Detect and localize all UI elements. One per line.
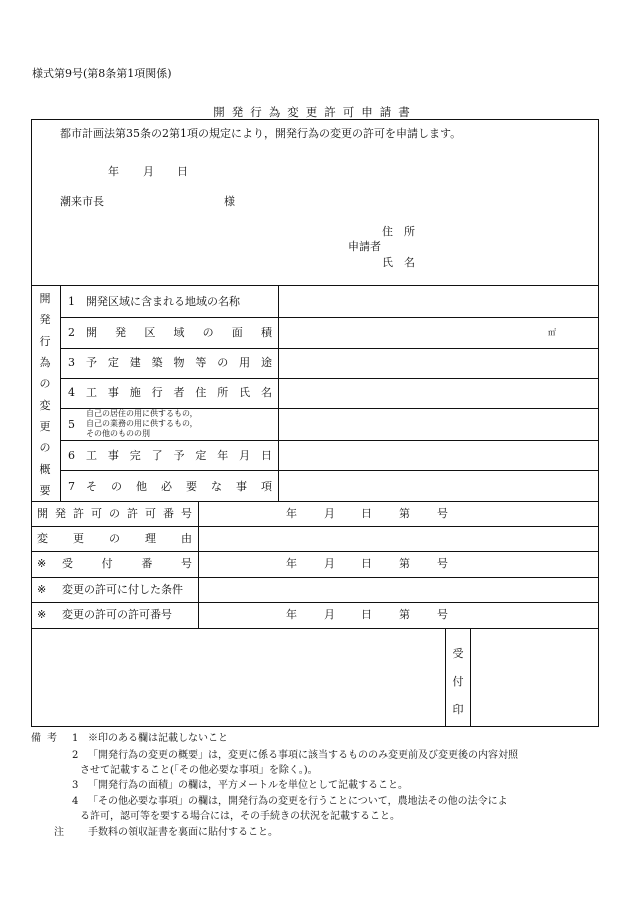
note-text: ※印のある欄は記載しないこと xyxy=(88,733,228,744)
row-line xyxy=(60,348,599,349)
honorific: 様 xyxy=(224,195,235,208)
row-line xyxy=(31,501,599,502)
page-title: 開発行為変更許可申請書 xyxy=(213,105,417,119)
note-text: 「開発行為の面積」の欄は，平方メートルを単位として記載すること。 xyxy=(88,780,408,791)
overview-row-label-line: その他のものの別 xyxy=(86,429,150,438)
addressee: 潮来市長 xyxy=(60,195,104,208)
row-line xyxy=(31,577,599,578)
row-line xyxy=(31,526,599,527)
date-month: 月 xyxy=(324,557,335,570)
overview-row-label: 開発区域に含まれる地域の名称 xyxy=(86,295,240,308)
overview-row-number: 2 xyxy=(68,326,75,339)
reception-stamp-label xyxy=(447,645,469,717)
date-month: 月 xyxy=(324,608,335,621)
vertical-char: の xyxy=(39,441,51,455)
vertical-char: 変 xyxy=(39,398,51,412)
overview-row-number: 6 xyxy=(68,449,75,462)
column-line xyxy=(445,628,446,727)
date-month: 月 xyxy=(324,507,335,520)
date-year: 年 xyxy=(286,557,297,570)
overview-row-label-line: 自己の居住の用に供するもの， xyxy=(86,409,198,418)
number-prefix: 第 xyxy=(399,507,410,520)
note-text: る許可，認可等を要する場合には，その手続きの状況を記載すること。 xyxy=(80,811,400,822)
area-unit: ㎡ xyxy=(548,328,556,337)
vertical-char: 開 xyxy=(39,292,51,305)
number-prefix: 第 xyxy=(399,557,410,570)
overview-row-label: そ の 他 必 要 な 事 項 xyxy=(86,480,272,493)
stamp-char: 印 xyxy=(452,703,464,716)
row-line xyxy=(60,470,599,471)
date-day-label: 日 xyxy=(177,165,188,178)
vertical-char: 発 xyxy=(39,313,51,327)
footnote-text: 手数料の領収証書を裏面に貼付すること。 xyxy=(88,827,278,838)
permit-row-label: 変更の許可に付した条件 xyxy=(62,583,183,596)
note-text: 「その他必要な事項」の欄は，開発行為の変更を行うことについて，農地法その他の法令によ xyxy=(88,796,508,807)
name-label: 氏 名 xyxy=(382,256,415,269)
note-number: 3 xyxy=(72,780,79,791)
stamp-char: 付 xyxy=(452,675,464,688)
vertical-char: 行 xyxy=(39,334,51,348)
vertical-char: 更 xyxy=(39,419,51,433)
notes-heading: 備考 xyxy=(31,733,63,744)
number-prefix: 第 xyxy=(399,608,410,621)
intro-statement: 都市計画法第35条の2第1項の規定により，開発行為の変更の許可を申請します。 xyxy=(60,127,462,140)
number-suffix: 号 xyxy=(437,557,448,570)
row-line xyxy=(60,317,599,318)
number-suffix: 号 xyxy=(437,507,448,520)
overview-row-label: 工 事 完 了 予 定 年 月 日 xyxy=(86,449,272,462)
section-divider xyxy=(31,285,599,286)
overview-vertical-label xyxy=(34,290,56,498)
note-number: 1 xyxy=(72,733,79,744)
asterisk-mark: ※ xyxy=(37,608,47,621)
date-year: 年 xyxy=(286,608,297,621)
permit-row-label: 変 更 の 理 由 xyxy=(37,532,192,545)
overview-row-number: 1 xyxy=(68,295,75,308)
asterisk-mark: ※ xyxy=(37,557,47,570)
row-line xyxy=(60,378,599,379)
overview-row-number: 3 xyxy=(68,356,75,369)
vertical-char: の xyxy=(39,377,51,391)
permit-row-label: 開 発 許 可 の 許 可 番 号 xyxy=(37,507,192,520)
note-number: 2 xyxy=(72,750,79,761)
date-day: 日 xyxy=(361,557,372,570)
note-text: させて記載すること(「その他必要な事項」を除く。)。 xyxy=(80,765,318,776)
date-day: 日 xyxy=(361,608,372,621)
address-label: 住 所 xyxy=(382,225,415,238)
overview-row-label: 工 事 施 行 者 住 所 氏 名 xyxy=(86,386,272,399)
form-number: 様式第9号(第8条第1項関係) xyxy=(32,67,172,80)
row-line xyxy=(31,551,599,552)
permit-row-label: 変更の許可の許可番号 xyxy=(62,608,172,621)
vertical-char: 為 xyxy=(39,355,51,369)
row-line xyxy=(31,602,599,603)
overview-row-label: 予 定 建 築 物 等 の 用 途 xyxy=(86,356,272,369)
permit-row-label: 受 付 番 号 xyxy=(62,557,192,570)
column-line xyxy=(278,285,279,501)
note-text: 「開発行為の変更の概要」は，変更に係る事項に該当するもののみ変更前及び変更後の内容対照 xyxy=(88,750,518,761)
date-month-label: 月 xyxy=(143,165,154,178)
column-line xyxy=(198,501,199,628)
vertical-char: 概 xyxy=(39,462,51,476)
stamp-char: 受 xyxy=(452,647,464,660)
overview-row-number: 5 xyxy=(68,418,75,431)
date-year: 年 xyxy=(286,507,297,520)
row-line xyxy=(60,440,599,441)
note-number: 4 xyxy=(72,796,79,807)
applicant-label: 申請者 xyxy=(348,240,381,253)
overview-row-label: 開 発 区 域 の 面 積 xyxy=(86,326,272,339)
section-divider xyxy=(31,628,599,629)
date-day: 日 xyxy=(361,507,372,520)
column-line xyxy=(60,285,61,501)
overview-row-label-line: 自己の業務の用に供するもの， xyxy=(86,419,198,428)
date-year-label: 年 xyxy=(108,165,119,178)
vertical-char: 要 xyxy=(39,483,51,497)
number-suffix: 号 xyxy=(437,608,448,621)
overview-row-number: 4 xyxy=(68,386,75,399)
overview-row-number: 7 xyxy=(68,480,75,493)
asterisk-mark: ※ xyxy=(37,583,47,596)
column-line xyxy=(470,628,471,727)
footnote-label: 注 xyxy=(54,827,64,838)
